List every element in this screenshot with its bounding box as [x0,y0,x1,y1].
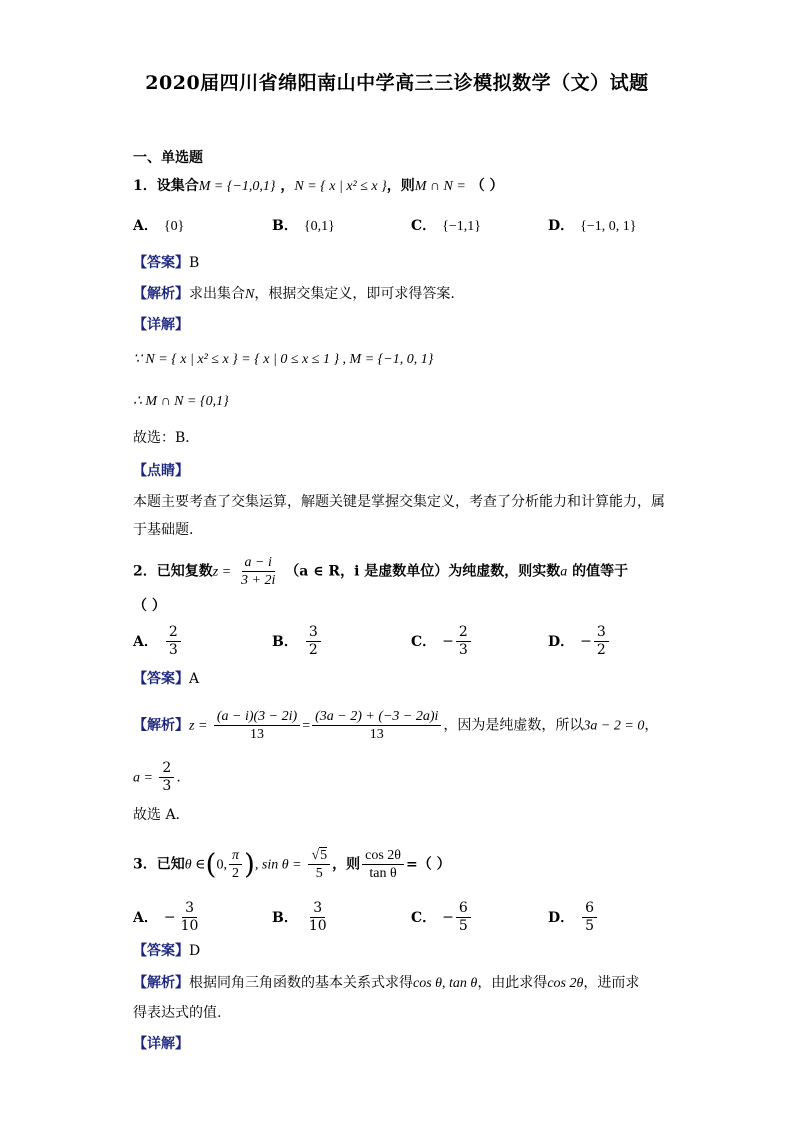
q2-option-c: C． − $\frac{2}{3}$ [411,624,473,659]
q1-solution-step-1: ∵ N = { x | x² ≤ x } = { x | 0 ≤ x ≤ 1 } , M = {−1, 0, 1} [133,352,434,367]
q2-analysis-fraction-2: $\frac{(3a - 2) + (-3 - 2a)i}{13}$ [312,708,441,743]
q2-option-b: B． $\frac{3}{2}$ [272,624,323,659]
q1-solution-step-2: ∴ M ∩ N = {0,1} [133,394,229,409]
intersection-expression: M ∩ N = [414,179,466,194]
q3-ratio: $\frac{\cos 2\theta}{\text{tan θ}}$ [362,847,404,882]
q1-comment-line-2: 于基础题. [133,522,194,538]
document-title: 2020届四川省绵阳南山中学高三三诊模拟数学（文）试题 [145,72,649,94]
q1-option-b: B． {0,1} [272,218,335,234]
question-1-ask-prefix: ，则 [386,178,415,194]
q1-comment-heading: 【点睛】 [133,463,189,479]
q3-option-c: C． − $\frac{6}{5}$ [411,900,473,935]
q1-detail-heading: 【详解】 [133,317,189,333]
q3-option-d: D． $\frac{6}{5}$ [548,900,599,935]
q2-analysis: 【解析】z = $\frac{(a - i)(3 - 2i)}{13}$ = $\frac{(3a - 2) + (-3 - 2a)i}{13}$ ，因为是纯虚数，所以3a − 2 = 0， [133,709,659,742]
q3-pi-over-2: $\frac{\pi}{2}$ [229,847,242,882]
section-heading: 一、单选题 [133,150,203,166]
question-1-stem: 1．设集合M = {−1,0,1} ，N = { x | x² ≤ x }，则M ∩ N = （ ） [133,178,504,194]
q2-analysis-fraction-1: $\frac{(a - i)(3 - 2i)}{13}$ [214,708,300,743]
q3-analysis-line-2: 得表达式的值. [133,1005,222,1021]
question-1-intro: 设集合 [156,178,199,194]
question-1-number: 1． [133,178,157,194]
set-m-expression: M = {−1,0,1} [198,179,276,194]
set-n-expression: N = { x | x² ≤ x } [294,179,387,194]
q2-option-a: A． $\frac{2}{3}$ [133,624,183,659]
q3-option-a: A． − $\frac{3}{10}$ [133,900,199,934]
q1-option-c: C． {−1,1} [411,218,481,234]
q1-option-a: A． {0} [133,218,185,234]
question-2-paren: （ ） [133,598,166,614]
question-2-stem: 2．已知复数z = $\frac{a - i}{3 + 2i}$ （a ∈ R，i 是虚数单位）为纯虚数，则实数a 的值等于 [133,555,629,588]
q1-option-d: D． {−1, 0, 1} [548,218,637,234]
q3-detail-heading: 【详解】 [133,1036,189,1052]
question-3-stem: 3．已知θ ∈(0, $\frac{\pi}{2}$ ), sin θ = $\frac{√5}{5}$ ，则 $\frac{\cos 2\theta}{\text{tan θ}}$ =（ ） [133,847,451,881]
q3-option-b: B． $\frac{3}{10}$ [272,900,327,934]
q1-analysis: 【解析】求出集合N，根据交集定义，即可求得答案. [133,286,455,302]
q1-choice: 故选：B． [133,430,200,446]
q3-sin-value: $\frac{√5}{5}$ [308,847,330,882]
q2-z-fraction: $\frac{a - i}{3 + 2i}$ [241,555,276,588]
q2-choice: 故选 A． [133,807,190,823]
answer-paren: （ ） [470,178,504,194]
q3-answer: 【答案】D [133,943,201,959]
q2-answer: 【答案】A [133,671,200,687]
q2-option-d: D． − $\frac{3}{2}$ [548,624,611,659]
q2-result: a = $\frac{2}{3}$ . [133,760,181,794]
q1-comment-line-1: 本题主要考查了交集运算，解题关键是掌握交集定义，考查了分析能力和计算能力，属 [133,494,665,510]
q1-answer: 【答案】B [133,255,200,271]
q3-analysis-line-1: 【解析】根据同角三角函数的基本关系式求得cos θ, tan θ，由此求得cos 2θ，进而求 [133,975,640,991]
